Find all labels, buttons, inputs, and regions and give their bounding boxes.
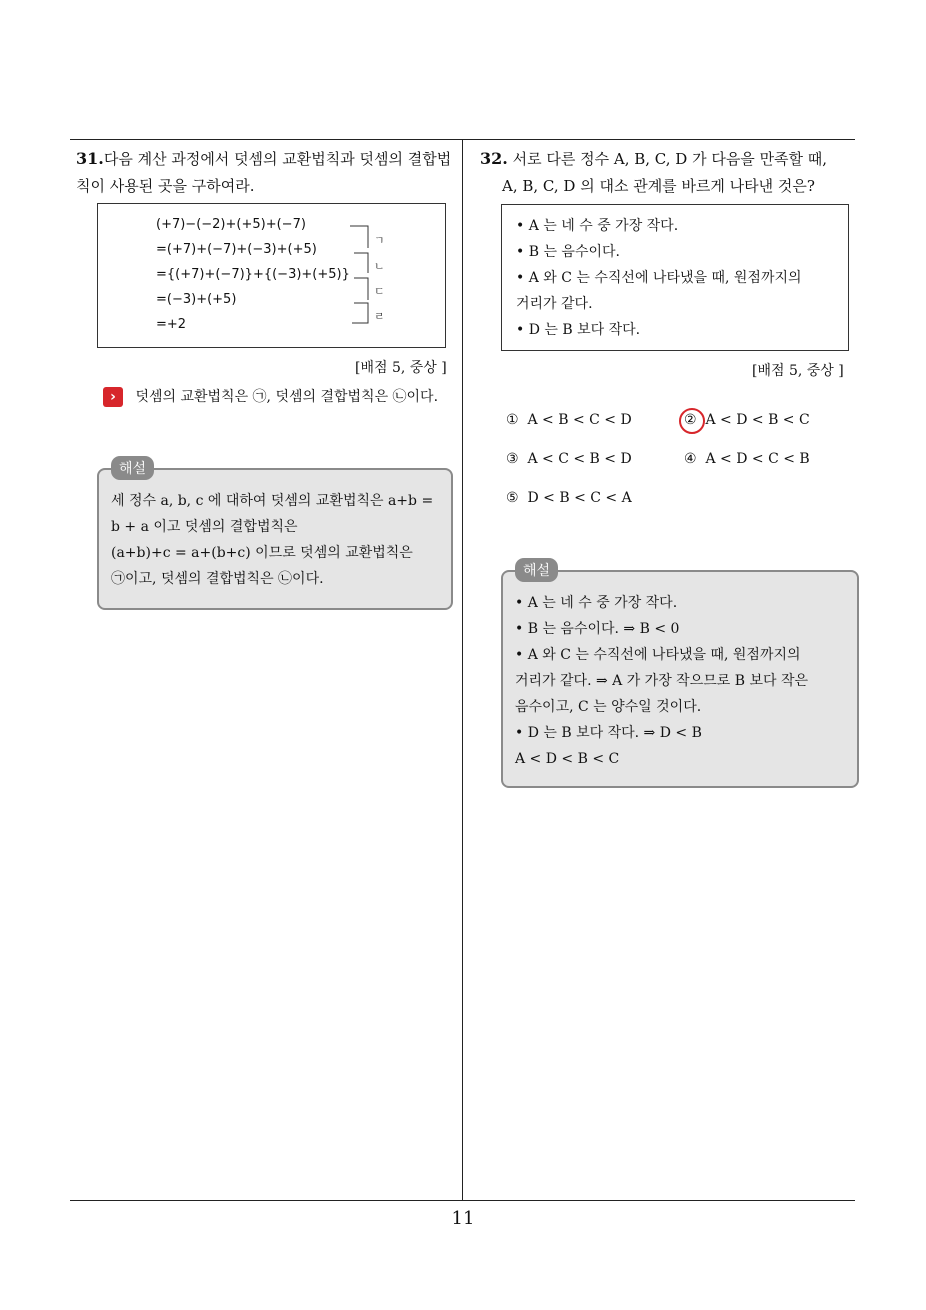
- page-number: 11: [451, 1208, 475, 1229]
- bracket-arrows: [350, 218, 370, 328]
- question-32-score: [배점 5, 중상 ]: [752, 363, 844, 379]
- explanation-line: A < D < B < C: [515, 751, 620, 767]
- calc-line: =(−3)+(+5): [156, 292, 237, 307]
- option-2[interactable]: ② A < D < B < C: [684, 412, 810, 428]
- explanation-tag: 해설: [515, 558, 558, 582]
- calc-line: =+2: [156, 317, 187, 332]
- condition-line: 거리가 같다.: [516, 296, 593, 312]
- question-32-text-line2: A, B, C, D 의 대소 관계를 바르게 나타낸 것은?: [502, 177, 815, 195]
- condition-line: • A 는 네 수 중 가장 작다.: [516, 218, 679, 234]
- condition-line: • D 는 B 보다 작다.: [516, 322, 641, 338]
- option-1[interactable]: ① A < B < C < D: [506, 412, 632, 428]
- conditions-box: [501, 204, 849, 351]
- question-31-answer: › 덧셈의 교환법칙은 ㉠, 덧셈의 결합법칙은 ㉡이다.: [103, 386, 438, 407]
- question-32-text-line1: 서로 다른 정수 A, B, C, D 가 다음을 만족할 때,: [512, 150, 828, 168]
- question-31: [76, 145, 456, 200]
- explanation-line: 세 정수 a, b, c 에 대하여 덧셈의 교환법칙은 a+b =: [111, 493, 434, 509]
- option-3[interactable]: ③ A < C < B < D: [506, 451, 632, 467]
- explanation-line: ㉠이고, 덧셈의 결합법칙은 ㉡이다.: [111, 571, 324, 587]
- bracket-label: ㄷ: [374, 285, 385, 298]
- calc-line: =(+7)+(−7)+(−3)+(+5): [156, 242, 317, 257]
- question-31-text: 31.다음 계산 과정에서 덧셈의 교환법칙과 덧셈의 결합법칙이 사용된 곳을 구하여라.: [76, 149, 452, 195]
- answer-arrow-icon: ›: [103, 387, 123, 407]
- explanation-line: • A 는 네 수 중 가장 작다.: [515, 595, 678, 611]
- question-31-explanation: [97, 468, 453, 610]
- question-31-number: 31.: [76, 149, 104, 168]
- option-4[interactable]: ④ A < D < C < B: [684, 451, 810, 467]
- bracket-label: ㄴ: [374, 260, 385, 273]
- condition-line: • A 와 C 는 수직선에 나타냈을 때, 원점까지의: [516, 270, 802, 286]
- condition-line: • B 는 음수이다.: [516, 244, 620, 260]
- bracket-label: ㄱ: [374, 234, 385, 247]
- question-32-explanation: [501, 570, 859, 788]
- bottom-rule: [70, 1200, 855, 1201]
- explanation-line: 거리가 같다. ⇒ A 가 가장 작으므로 B 보다 작은: [515, 673, 809, 689]
- option-5[interactable]: ⑤ D < B < C < A: [506, 490, 632, 506]
- question-31-score: [배점 5, 중상 ]: [355, 360, 447, 376]
- question-32: [480, 145, 860, 200]
- calc-line: ={(+7)+(−7)}+{(−3)+(+5)}: [156, 267, 350, 282]
- column-divider: [462, 139, 463, 1201]
- explanation-line: • B 는 음수이다. ⇒ B < 0: [515, 621, 680, 637]
- bracket-label: ㄹ: [374, 310, 385, 323]
- explanation-line: b + a 이고 덧셈의 결합법칙은: [111, 519, 298, 535]
- explanation-line: • A 와 C 는 수직선에 나타냈을 때, 원점까지의: [515, 647, 801, 663]
- question-32-number: 32.: [480, 149, 508, 168]
- calc-line: (+7)−(−2)+(+5)+(−7): [156, 217, 306, 232]
- explanation-tag: 해설: [111, 456, 154, 480]
- explanation-line: • D 는 B 보다 작다. ⇒ D < B: [515, 725, 702, 741]
- explanation-line: (a+b)+c = a+(b+c) 이므로 덧셈의 교환법칙은: [111, 545, 413, 561]
- calc-box: [97, 203, 446, 348]
- explanation-line: 음수이고, C 는 양수일 것이다.: [515, 699, 702, 715]
